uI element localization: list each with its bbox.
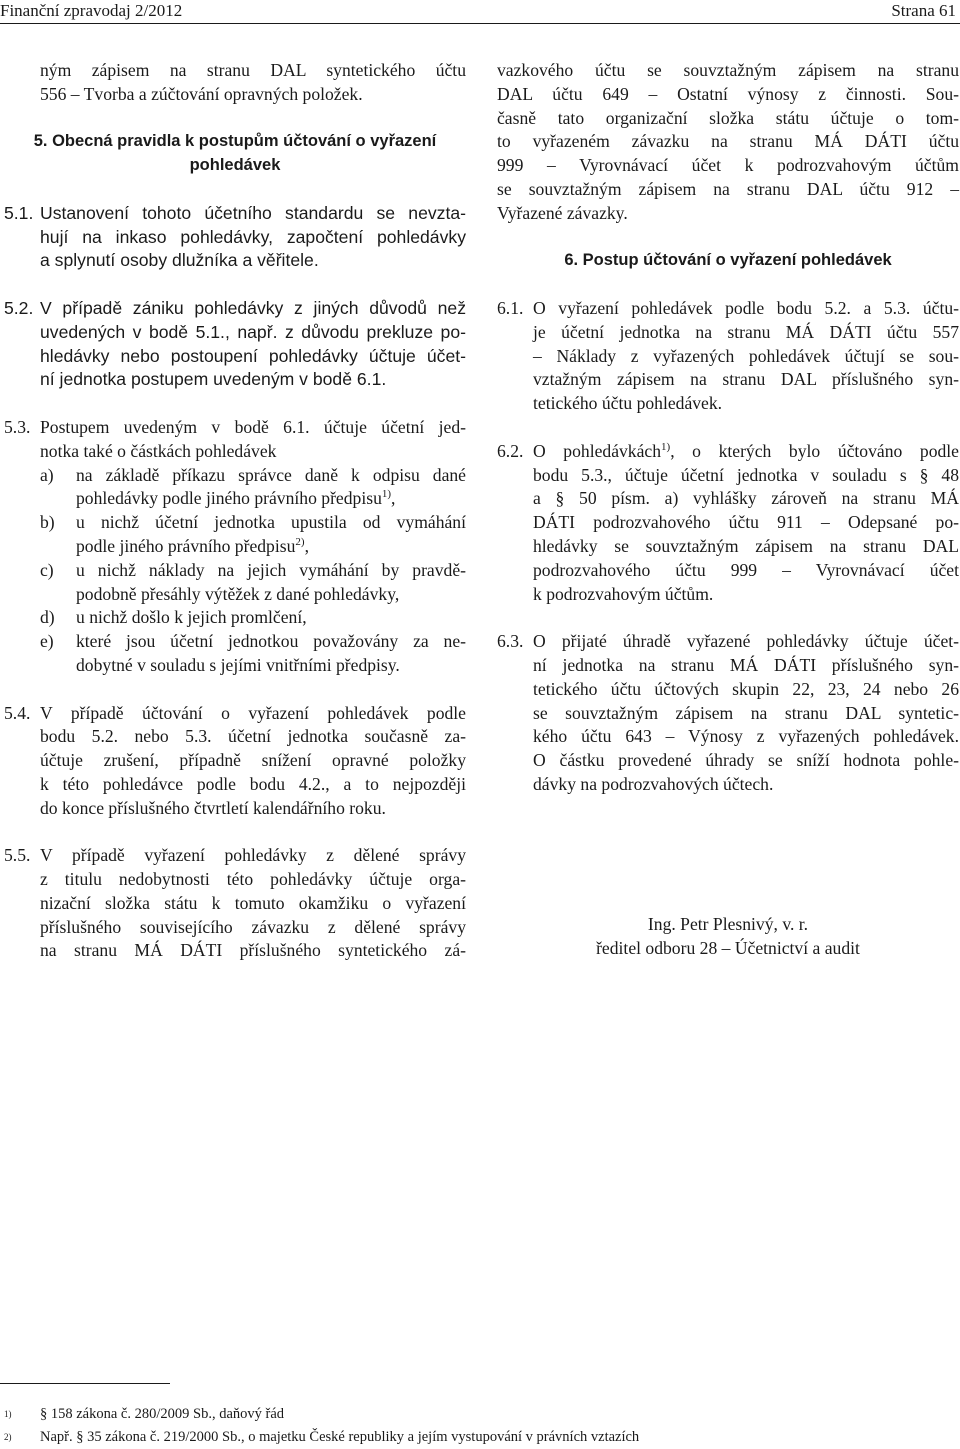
footnote-ref: 2): [295, 536, 305, 549]
footnote-ref: 1): [381, 488, 392, 501]
list-item: e) které jsou účetní jednotkou považovány za ne- dobytné v souladu s jejími vnitřními předpisy.: [40, 631, 466, 675]
list-item: b) u nichž účetní jednotka upustila od vymáhání podle jiného právního předpisu$^{2)}$,: [40, 512, 466, 556]
paragraph-5-2: 5.2. V případě zániku pohledávky z jiných důvodů než uvedených v bodě 5.1., např. z důvodu prekluze po- hledávky nebo postoupení pohledávky účtuje účet- ní jednotka postupem uvedeným v bodě 6.1.: [4, 297, 466, 390]
page-header: [0, 0, 960, 24]
page-number: Strana 61: [891, 1, 956, 20]
paragraph-6-3: 6.3. O přijaté úhradě vyřazené pohledávky účtuje účet- ní jednotka na stranu MÁ DÁTI příslušného syn- tetického účtu účtových skupin 22, 23, 24 nebo 26 se souvztažným zápisem na stranu DAL syntetic- kého účtu 643 – Výnosy z vyřazených pohledávek. O částku provedené úhrady se sníží hodnota pohle- dávky na podrozvahových účtech.: [497, 631, 959, 794]
signature-title: ředitel odboru 28 – Účetnictví a audit: [596, 938, 860, 958]
left-column: [4, 59, 466, 963]
section-6-heading: 6. Postup účtování o vyřazení pohledávek: [564, 251, 892, 270]
signature-block: [497, 912, 959, 960]
footnote: 1) § 158 zákona č. 280/2009 Sb., daňový řád: [4, 1406, 285, 1422]
paragraph-5-3: 5.3. Postupem uvedeným v bodě 6.1. účtuje účetní jed- notka také o částkách pohledávek a) na základě příkazu správce daně k odpisu dané pohledávky podle jiného právního předpisu$^{1)}$, b) u nichž účetní jednotka upustila od vymáhání podle jiného právního předpisu$^{2)}$, c) u nichž náklady na jejich vymáhání by pravdě- podobně přesáhly výtěžek z dané pohledávky, d) u nichž došlo k jejich promlčení, e) které jsou účetní jednotkou považovány za ne- dobytné v souladu s jejími vnitřními předpisy.: [4, 416, 466, 678]
intro-paragraph: [4, 59, 466, 107]
list-item: d) u nichž došlo k jejich promlčení,: [40, 607, 307, 628]
text-line: 556 – Tvorba a zúčtování opravných položek.: [40, 83, 363, 104]
header-rule: [0, 23, 960, 24]
publication-title: Finanční zpravodaj 2/2012: [0, 1, 183, 20]
paragraph-5-4: 5.4. V případě účtování o vyřazení pohledávek podle bodu 5.2. nebo 5.3. účetní jednotka současně za- účtuje zrušení, případně snížení opravné položky k této pohledávce podle bodu 4.2., a to nejpozději do konce příslušného čtvrtletí kalendářního roku.: [4, 702, 466, 818]
list-item: a) na základě příkazu správce daně k odpisu dané pohledávky podle jiného právního předpisu$^{1)}$,: [40, 464, 466, 509]
signature-name: Ing. Petr Plesnivý, v. r.: [647, 914, 809, 934]
paragraph-6-1: 6.1. O vyřazení pohledávek podle bodu 5.2. a 5.3. účtu- je účetní jednotka na stranu MÁ DÁTI účtu 557 – Náklady z vyřazených pohledávek účtují se sou- vztažným zápisem na stranu DAL příslušného syn- tetického účtu pohledávek.: [497, 297, 959, 414]
text-line: ným zápisem na stranu DAL syntetického účtu: [40, 60, 466, 80]
footnote: 2) Např. § 35 zákona č. 219/2000 Sb., o majetku České republiky a jejím vystupování v právních vztazích: [4, 1429, 640, 1445]
section-5-heading: 5. Obecná pravidla k postupům účtování o vyřazení pohledávek: [33, 132, 437, 175]
footnote-rule: [0, 1383, 170, 1384]
footnote-ref: 1): [661, 440, 671, 453]
footnotes: [4, 1403, 924, 1449]
paragraph-5-1: 5.1. Ustanovení tohoto účetního standardu se nevzta- hují na inkaso pohledávky, započtení pohledávky a splynutí osoby dlužníka a věřitele.: [4, 202, 466, 271]
right-column: [497, 59, 959, 797]
continuation-paragraph: vazkového účtu se souvztažným zápisem na stranu DAL účtu 649 – Ostatní výnosy z činnosti. Sou- časně tato organizační složka státu účtuje o tom- to vyřazeném závazku na stranu MÁ DÁTI účtu 999 – Vyrovnávací účet k podrozvahovým účtům se souvztažným zápisem na stranu DAL účtu 912 – Vyřazené závazky.: [497, 60, 959, 223]
paragraph-6-2: 6.2. O pohledávkách$^{1)}$, o kterých bylo účtováno podle bodu 5.3., účtuje účetní jednotka v souladu s § 48 a § 50 písm. a) vyhlášky zároveň na stranu MÁ DÁTI podrozvahového účtu 911 – Odepsané po- hledávky se souvztažným zápisem na stranu DAL podrozvahového účtu 999 – Vyrovnávací účet k podrozvahovým účtům.: [497, 440, 959, 604]
list-item: c) u nichž náklady na jejich vymáhání by pravdě- podobně přesáhly výtěžek z dané pohledávky,: [40, 559, 466, 604]
paragraph-5-5: 5.5. V případě vyřazení pohledávky z dělené správy z titulu nedobytnosti této pohledávky účtuje orga- nizační složka státu k tomuto okamžiku o vyřazení příslušného souvisejícího závazku z dělené správy na stranu MÁ DÁTI příslušného syntetického zá-: [4, 845, 466, 961]
